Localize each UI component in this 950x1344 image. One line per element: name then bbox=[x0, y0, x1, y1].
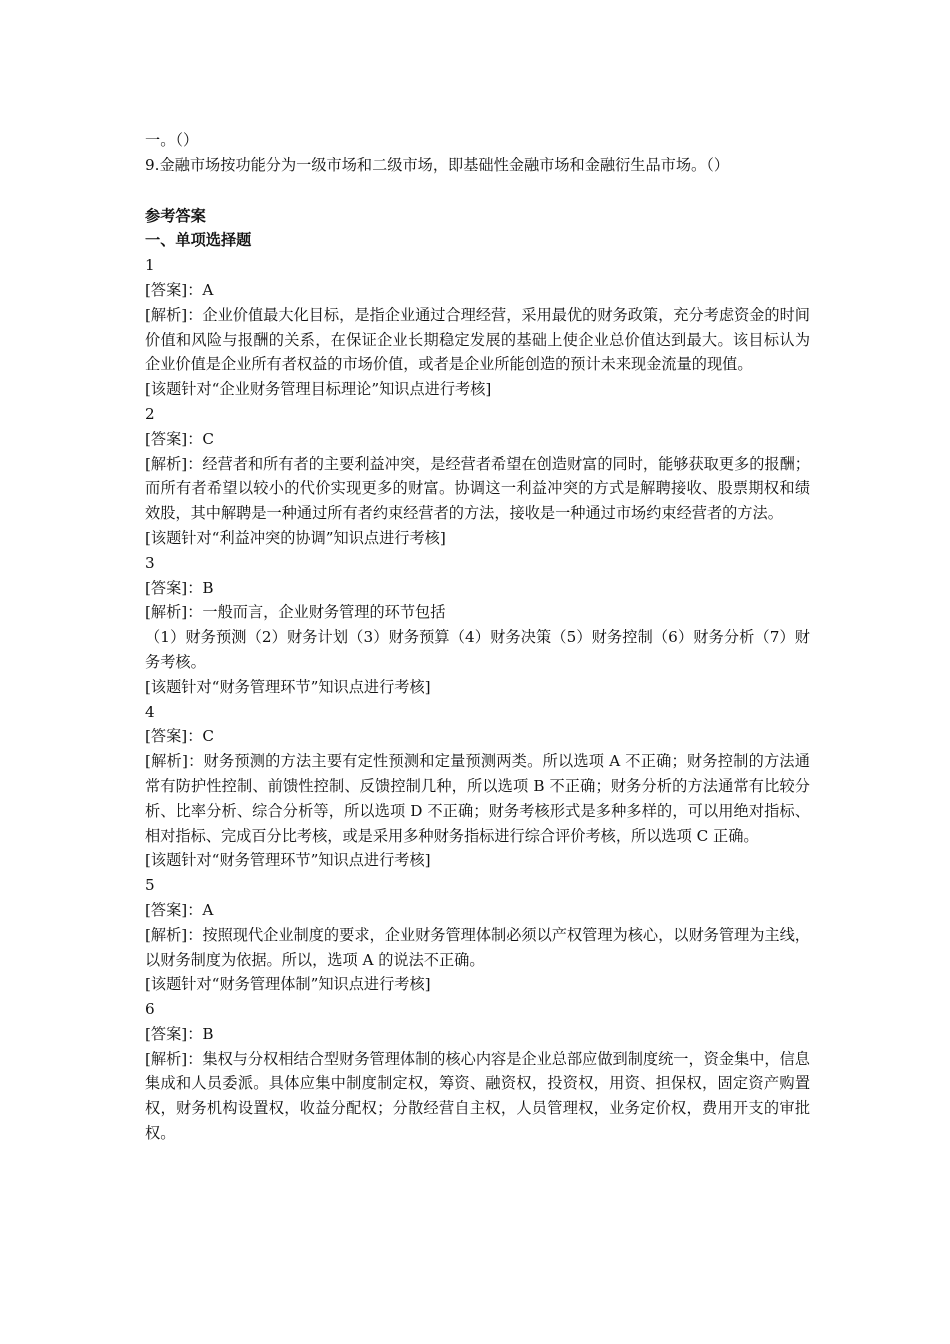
spacer bbox=[145, 178, 810, 204]
answers-title: 参考答案 bbox=[145, 206, 206, 225]
answer-number: 4 bbox=[145, 702, 155, 721]
knowledge-point: [该题针对“财务管理环节”知识点进行考核] bbox=[145, 677, 431, 696]
answer-number: 5 bbox=[145, 876, 155, 895]
answer-number: 6 bbox=[145, 1000, 155, 1019]
knowledge-point: [该题针对“企业财务管理目标理论”知识点进行考核] bbox=[145, 380, 492, 399]
answer-number: 2 bbox=[145, 404, 155, 423]
answer-analysis: [解析]：集权与分权相结合型财务管理体制的核心内容是企业总部应做到制度统一，资金集中，信息集成和人员委派。具体应集中制度制定权，筹资、融资权，投资权，用资、担保权，固定资产购置权，财务机构设置权，收益分配权；分散经营自主权，人员管理权，业务定价权，费用开支的审批权。 bbox=[145, 1049, 810, 1143]
answer-key: [答案]：A bbox=[145, 280, 214, 299]
answer-number: 3 bbox=[145, 553, 155, 572]
answer-analysis: [解析]：经营者和所有者的主要利益冲突，是经营者希望在创造财富的同时，能够获取更多的报酬；而所有者希望以较小的代价实现更多的财富。协调这一利益冲突的方式是解聘接收、股票期权和绩效股，其中解聘是一种通过所有者约束经营者的方法，接收是一种通过市场约束经营者的方法。 bbox=[145, 454, 810, 523]
document-body bbox=[145, 128, 810, 1146]
answer-analysis: [解析]：按照现代企业制度的要求，企业财务管理体制必须以产权管理为核心，以财务管理为主线，以财务制度为依据。所以，选项 A 的说法不正确。 bbox=[145, 925, 810, 969]
knowledge-point: [该题针对“财务管理环节”知识点进行考核] bbox=[145, 851, 431, 870]
answer-key: [答案]：B bbox=[145, 1024, 214, 1043]
answer-key: [答案]：C bbox=[145, 429, 215, 448]
knowledge-point: [该题针对“财务管理体制”知识点进行考核] bbox=[145, 975, 431, 994]
answer-key: [答案]：B bbox=[145, 578, 214, 597]
answer-key: [答案]：C bbox=[145, 727, 215, 746]
answer-analysis: [解析]：企业价值最大化目标，是指企业通过合理经营，采用最优的财务政策，充分考虑资金的时间价值和风险与报酬的关系，在保证企业长期稳定发展的基础上使企业总价值达到最大。该目标认为企业价值是企业所有者权益的市场价值，或者是企业所能创造的预计未来现金流量的现值。 bbox=[145, 305, 810, 374]
answer-analysis-list: （1）财务预测（2）财务计划（3）财务预算（4）财务决策（5）财务控制（6）财务分析（7）财务考核。 bbox=[145, 628, 810, 671]
knowledge-point: [该题针对“利益冲突的协调”知识点进行考核] bbox=[145, 528, 446, 547]
question-8-tail: 一。（） bbox=[145, 131, 199, 149]
answer-number: 1 bbox=[145, 256, 155, 275]
question-9: 9.金融市场按功能分为一级市场和二级市场，即基础性金融市场和金融衍生品市场。（） bbox=[145, 155, 730, 174]
answer-analysis: [解析]：一般而言，企业财务管理的环节包括 bbox=[145, 603, 446, 622]
answer-key: [答案]：A bbox=[145, 900, 214, 919]
answer-analysis: [解析]：财务预测的方法主要有定性预测和定量预测两类。所以选项 A 不正确；财务控制的方法通常有防护性控制、前馈性控制、反馈控制几种，所以选项 B 不正确；财务分析的方法通常有比较分析、比率分析、综合分析等，所以选项 D 不正确；财务考核形式是多种多样的，可以用绝对指标、相对指标、完成百分比考核，或是采用多种财务指标进行综合评价考核，所以选项 C 正确。 bbox=[145, 752, 810, 845]
section-heading: 一、单项选择题 bbox=[145, 231, 252, 250]
